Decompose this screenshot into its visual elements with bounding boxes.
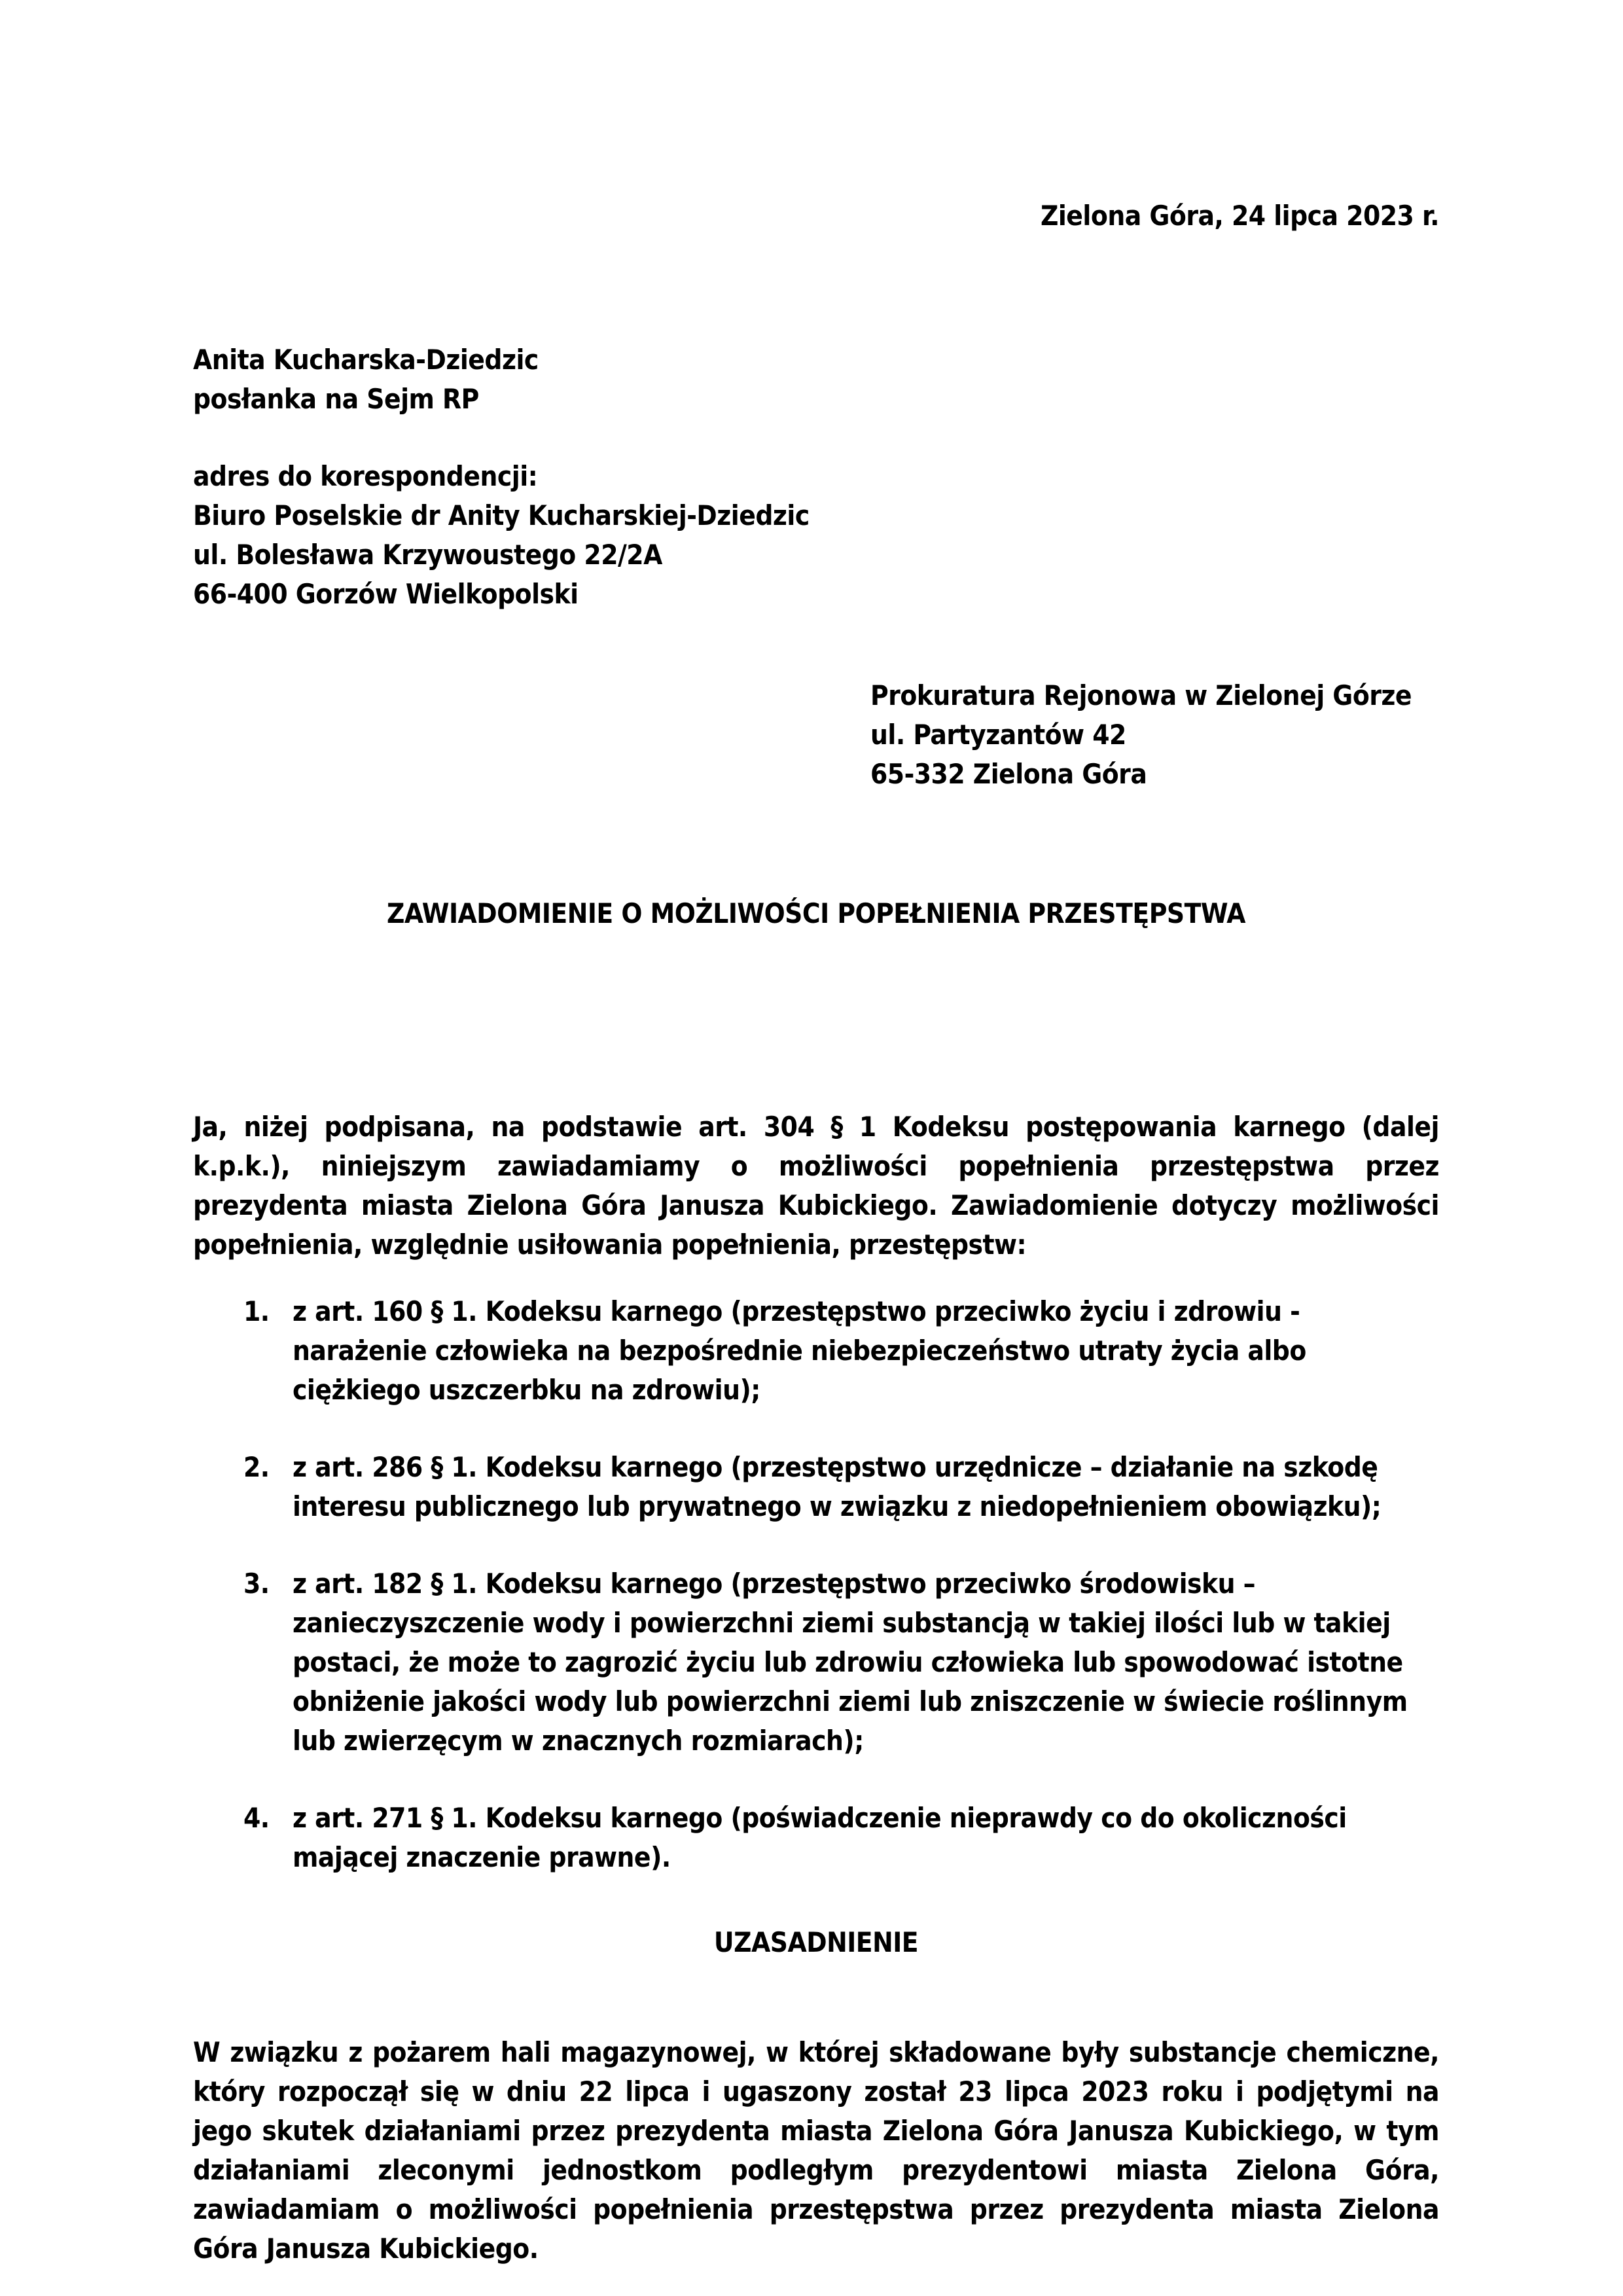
body-paragraph: W związku z pożarem hali magazynowej, w której składowane były substancje chemiczne, który rozpoczął się w dniu 22 lipca i ugaszony został 23 lipca 2023 roku i podjętymi na jego skutek działaniami przez prezydenta miasta Zielona Góra Janusza Kubickiego, w tym działaniami zleconymi jednostkom podległym prezydentowi miasta Zielona Góra, zawiadamiam o możliwości popełnienia przestępstwa przez prezydenta miasta Zielona Góra Janusza Kubickiego. xyxy=(193,2036,1439,2265)
list-item xyxy=(243,1292,1439,1410)
list-item-number: 3. xyxy=(243,1568,270,1600)
section-heading-uzasadnienie: UZASADNIENIE xyxy=(713,1926,919,1958)
intro-paragraph: Ja, niżej podpisana, na podstawie art. 304 § 1 Kodeksu postępowania karnego (dalej k.p.k.), niniejszym zawiadamiamy o możliwości popełnienia przestępstwa przez prezydenta miasta Zielona Góra Janusza Kubickiego. Zawiadomienie dotyczy możliwości popełnienia, względnie usiłowania popełnienia, przestępstw: xyxy=(193,1111,1439,1261)
list-item-text: z art. 286 § 1. Kodeksu karnego (przestępstwo urzędnicze – działanie na szkodę interesu publicznego lub prywatnego w związku z niedopełnieniem obowiązku); xyxy=(293,1451,1382,1522)
list-item xyxy=(243,1564,1439,1761)
list-item-number: 4. xyxy=(243,1802,270,1834)
date-line: Zielona Góra, 24 lipca 2023 r. xyxy=(1040,200,1439,232)
sender-address-line: Biuro Poselskie dr Anity Kucharskiej-Dziedzic xyxy=(193,499,810,531)
document-title: ZAWIADOMIENIE O MOŻLIWOŚCI POPEŁNIENIA PRZESTĘPSTWA xyxy=(387,897,1245,929)
sender-address-label: adres do korespondencji: xyxy=(193,460,538,492)
sender-address-line: 66-400 Gorzów Wielkopolski xyxy=(193,578,579,610)
recipient-address-line: 65-332 Zielona Góra xyxy=(870,758,1147,790)
list-item-text: z art. 271 § 1. Kodeksu karnego (poświadczenie nieprawdy co do okoliczności mającej znaczenie prawne). xyxy=(293,1802,1347,1873)
sender-role: posłanka na Sejm RP xyxy=(193,383,479,415)
list-item-number: 2. xyxy=(243,1451,270,1483)
offense-list xyxy=(193,1292,1439,1877)
recipient-address-line: ul. Partyzantów 42 xyxy=(870,719,1126,751)
sender-block xyxy=(193,340,1439,614)
sender-address-line: ul. Bolesława Krzywoustego 22/2A xyxy=(193,539,662,571)
list-item-text: z art. 182 § 1. Kodeksu karnego (przestępstwo przeciwko środowisku – zanieczyszczenie wody i powierzchni ziemi substancją w takiej ilości lub w takiej postaci, że może to zagrozić życiu lub zdrowiu człowieka lub spowodować istotne obniżenie jakości wody lub powierzchni ziemi lub zniszczenie w świecie roślinnym lub zwierzęcym w znacznych rozmiarach); xyxy=(293,1568,1408,1757)
recipient-name: Prokuratura Rejonowa w Zielonej Górze xyxy=(870,679,1412,711)
list-item xyxy=(243,1448,1439,1526)
sender-name: Anita Kucharska-Dziedzic xyxy=(193,344,539,376)
list-item-number: 1. xyxy=(243,1295,270,1327)
recipient-block xyxy=(870,676,1439,794)
list-item-text: z art. 160 § 1. Kodeksu karnego (przestępstwo przeciwko życiu i zdrowiu - narażenie człowieka na bezpośrednie niebezpieczeństwo utraty życia albo ciężkiego uszczerbku na zdrowiu); xyxy=(293,1295,1306,1406)
list-item xyxy=(243,1799,1439,1877)
